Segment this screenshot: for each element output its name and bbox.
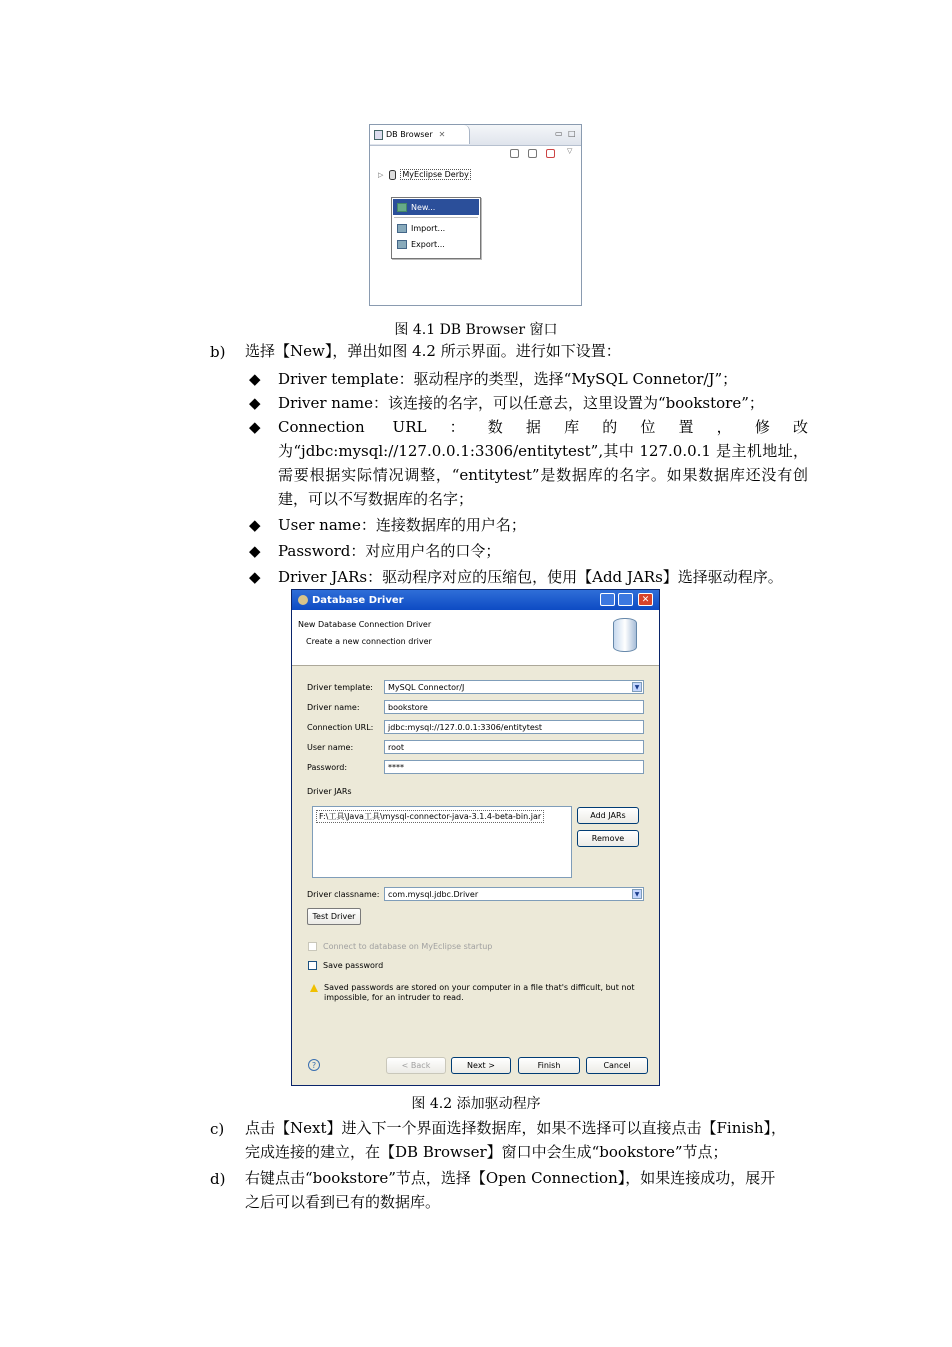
dialog-title: Database Driver <box>312 594 404 606</box>
chevron-down-icon[interactable]: ▼ <box>632 682 642 692</box>
tree-item-label: MyEclipse Derby <box>402 170 469 179</box>
driver-jars-heading-row <box>307 784 352 798</box>
menu-item-export[interactable] <box>393 236 479 252</box>
connect-on-startup-checkbox[interactable] <box>308 942 492 951</box>
bullet-text: Driver template：驱动程序的类型，选择“MySQL Connetor/J”； <box>278 370 738 388</box>
tree-item[interactable] <box>378 169 471 180</box>
driver-template-select[interactable] <box>384 680 644 694</box>
driver-name-label: Driver name: <box>307 702 360 712</box>
next-button[interactable]: Next > <box>451 1057 511 1074</box>
menu-item-new[interactable] <box>393 199 479 215</box>
bullet-text: Driver JARs：驱动程序对应的压缩包，使用【Add JARs】选择驱动程序。 <box>278 568 783 586</box>
driver-jars-list[interactable] <box>312 806 572 878</box>
view-toolbar <box>370 146 581 164</box>
close-icon[interactable]: ✕ <box>438 130 446 139</box>
header-title: New Database Connection Driver <box>298 620 432 629</box>
db-browser-icon <box>374 130 383 140</box>
checkbox-box[interactable] <box>308 942 317 951</box>
maximize-icon[interactable]: □ <box>568 129 576 138</box>
step-b-label: b) <box>210 343 226 361</box>
db-browser-tab[interactable] <box>370 125 470 144</box>
help-icon[interactable]: ? <box>308 1059 320 1071</box>
add-jars-button[interactable]: Add JARs <box>577 807 639 824</box>
driver-classname-value: com.mysql.jdbc.Driver <box>388 889 479 899</box>
dialog-title-bar <box>292 590 659 610</box>
export-icon <box>397 240 407 249</box>
user-name-input[interactable]: root <box>384 740 644 754</box>
driver-name-input[interactable]: bookstore <box>384 700 644 714</box>
save-password-checkbox[interactable] <box>308 961 383 970</box>
bullet-icon: ◆ <box>249 516 261 534</box>
back-button[interactable]: < Back <box>386 1057 446 1074</box>
test-driver-button[interactable]: Test Driver <box>307 908 361 925</box>
minimize-button[interactable] <box>600 593 615 606</box>
driver-name-row <box>307 700 385 714</box>
menu-item-new-label: New... <box>411 202 436 212</box>
dialog-header <box>292 610 659 666</box>
warning-icon <box>310 984 318 992</box>
figure-4-1-caption: 图 4.1 DB Browser 窗口 <box>394 322 558 338</box>
figure-4-2-caption: 图 4.2 添加驱动程序 <box>411 1096 541 1112</box>
disconnect-icon[interactable] <box>546 149 555 158</box>
menu-item-export-label: Export... <box>411 239 445 249</box>
driver-jars-label: Driver JARs <box>307 786 352 796</box>
checkbox-box[interactable] <box>308 961 317 970</box>
import-icon <box>397 224 407 233</box>
connection-url-input[interactable]: jdbc:mysql://127.0.0.1:3306/entitytest <box>384 720 644 734</box>
menu-item-import-label: Import... <box>411 223 446 233</box>
step-c-line2: 完成连接的建立，在【DB Browser】窗口中会生成“bookstore”节点； <box>245 1143 728 1161</box>
driver-template-row <box>307 680 385 694</box>
step-d-line2: 之后可以看到已有的数据库。 <box>245 1193 441 1211</box>
context-menu <box>391 197 481 259</box>
menu-separator <box>394 217 478 218</box>
remove-button[interactable]: Remove <box>577 830 639 847</box>
cancel-button[interactable]: Cancel <box>586 1057 648 1074</box>
bullet-text: Connection URL：数据库的位置，修改为“jdbc:mysql://127.0.0.1:3306/entitytest”,其中 127.0.0.1 是主机地址，需要根据实际情况调整，“entitytest”是数据库的名字。如果数据库还没有创建，可以不写数据库的名字； <box>278 418 808 508</box>
driver-template-label: Driver template: <box>307 682 373 692</box>
bullet-icon: ◆ <box>249 418 261 436</box>
collapse-icon[interactable] <box>510 149 519 158</box>
bullet-icon: ◆ <box>249 542 261 560</box>
password-row <box>307 760 385 774</box>
copy-icon[interactable] <box>528 149 537 158</box>
maximize-button[interactable] <box>618 593 633 606</box>
user-name-label: User name: <box>307 742 354 752</box>
db-browser-tab-label: DB Browser <box>386 130 433 139</box>
menu-item-import[interactable] <box>393 220 479 236</box>
save-password-label: Save password <box>323 961 384 970</box>
app-icon <box>298 595 308 605</box>
close-button[interactable]: ✕ <box>638 593 653 606</box>
connection-url-label: Connection URL: <box>307 722 374 732</box>
bullet-icon: ◆ <box>249 370 261 388</box>
user-name-row <box>307 740 385 754</box>
list-item[interactable]: F:\工具\Java工具\mysql-connector-java-3.1.4-beta-bin.jar <box>316 810 544 823</box>
db-browser-view <box>369 124 582 306</box>
step-d-label: d) <box>210 1170 226 1188</box>
connect-on-startup-label: Connect to database on MyEclipse startup <box>323 942 493 951</box>
minimize-icon[interactable]: ▭ <box>555 129 563 138</box>
driver-classname-row <box>307 887 385 901</box>
warning-text: Saved passwords are stored on your computer in a file that's difficult, but not impossible, for an intruder to read. <box>324 983 635 1002</box>
header-subtitle: Create a new connection driver <box>306 637 432 646</box>
bullet-text: Password：对应用户名的口令； <box>278 542 501 560</box>
expand-arrow-icon[interactable]: ▷ <box>378 170 384 179</box>
new-icon <box>397 203 407 212</box>
driver-template-value: MySQL Connector/J <box>388 682 465 692</box>
chevron-down-icon[interactable]: ▼ <box>632 889 642 899</box>
bullet-icon: ◆ <box>249 394 261 412</box>
step-b-text: 选择【New】，弹出如图 4.2 所示界面。进行如下设置： <box>245 342 621 360</box>
view-tab-bar <box>370 125 581 146</box>
database-icon <box>613 618 637 652</box>
connection-url-row <box>307 720 385 734</box>
bullet-icon: ◆ <box>249 568 261 586</box>
driver-classname-label: Driver classname: <box>307 889 380 899</box>
database-icon <box>389 170 396 180</box>
step-d-line1: 右键点击“bookstore”节点，选择【Open Connection】，如果连接成功，展开 <box>245 1169 776 1187</box>
bullet-text: User name：连接数据库的用户名； <box>278 516 526 534</box>
database-driver-dialog <box>291 589 660 1086</box>
view-menu-icon[interactable]: ▽ <box>567 147 573 155</box>
step-c-line1: 点击【Next】进入下一个界面选择数据库，如果不选择可以直接点击【Finish】， <box>245 1119 787 1137</box>
driver-classname-select[interactable] <box>384 887 644 901</box>
bullet-text: Driver name：该连接的名字，可以任意去，这里设置为“bookstore”； <box>278 394 764 412</box>
password-input[interactable]: **** <box>384 760 644 774</box>
step-c-label: c) <box>210 1120 225 1138</box>
password-label: Password: <box>307 762 348 772</box>
finish-button[interactable]: Finish <box>518 1057 580 1074</box>
